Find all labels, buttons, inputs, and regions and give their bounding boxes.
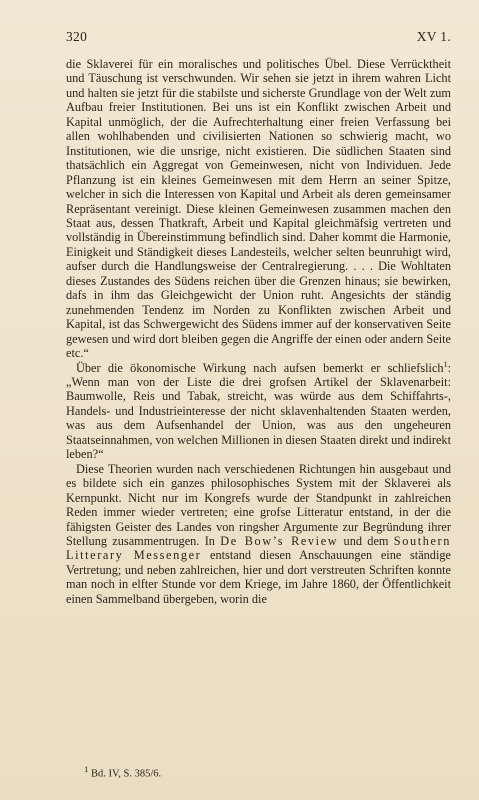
body-text [66, 57, 451, 606]
page-number: 320 [66, 29, 88, 44]
journal-title-de-bows-review: De Bow’s Review [220, 533, 339, 548]
footnote-marker: 1 [84, 764, 89, 774]
chapter-marker: XV 1. [416, 29, 451, 44]
footnote-reference: 1 [443, 359, 448, 369]
journal-title-southern-litterary-messenger: Southern Litterary Messenger [66, 533, 451, 563]
footnote-text: Bd. IV, S. 385/6. [91, 768, 162, 780]
paragraph-2 [66, 361, 451, 462]
footnote-divider [66, 748, 136, 749]
paragraph-1: die Sklaverei für ein moralisches und politisches Übel. Diese Verrücktheit und Täuschung ist verschwunden. Wir sehen sie jetzt in ihrem wahren Licht und halten sie jetzt für die stabilste und sicherste Grundlage von der Welt zum Aufbau freier Institutionen. Bei uns ist ein Konflikt zwischen Arbeit und Kapital unmöglich, der die Aufrechterhaltung einer freien Verfassung bei allen wohlhabenden und civilisierten Nationen so schwierig macht, wo Institutionen, wie die unsrige, nicht existieren. Die südlichen Staaten sind thatsächlich ein Aggregat von Gemeinwesen, nicht von Individuen. Jede Pflanzung ist ein kleines Gemeinwesen mit dem Herrn an seiner Spitze, welcher in sich die Interessen von Kapital und Arbeit als deren gemeinsamer Repräsentant vereinigt. Diese kleinen Gemeinwesen zusammen machen den Staat aus, dessen Thatkraft, Arbeit und Kapital gleichmäfsig vertreten und vollständig in Übereinstimmung befindlich sind. Daher kommt die Harmonie, Einigkeit und Ständigkeit dieses Landesteils, welcher selten beunruhigt wird, aufser durch die Handlungsweise der Centralregierung. . . . Die Wohltaten dieses Zustandes des Südens reichen über die Grenzen hinaus; sie bewirken, dafs in ihm das Gleichgewicht der Union ruht. Angesichts der ständig zunehmenden Tendenz im Norden zu Konflikten zwischen Arbeit und Kapital, ist das Schwergewicht des Südens immer auf der konservativen Seite gewesen und wird dort bleiben gegen die Angriffe der einen oder andern Seite etc.“ [66, 57, 451, 361]
footnote-line [66, 764, 451, 780]
paragraph-3-text-before: Diese Theorien wurden nach verschiedenen Richtungen hin ausgebaut und es bildete sich ein ganzes philosophisches System mit der Sklaverei als Kernpunkt. Nicht nur im Kongrefs wurde der Standpunkt in zahlreichen Reden immer wieder vertreten; eine grofse Litteratur entstand, in der die fähigsten Geister des Landes von ringsher Argumente zur Begründung ihrer Stellung zusammentrugen. In [66, 461, 451, 548]
footnote [66, 764, 451, 780]
running-header [66, 29, 451, 45]
paragraph-2-text-after: : „Wenn man von der Liste die drei grofsen Artikel der Sklavenarbeit: Baumwolle, Reis und Tabak, streicht, was würde aus dem Schiffahrts-, Handels- und Industrieinteresse der nicht sklavenhaltenden Staaten werden, was aus dem Aufsenhandel der Union, was aus den ungeheuren Staatseinnahmen, von welchen Millionen in diesen Staaten direkt und indirekt leben?“ [66, 360, 451, 462]
paragraph-2-text-before: Über die ökonomische Wirkung nach aufsen bemerkt er schliefslich [76, 360, 444, 375]
paragraph-3-text-after: entstand diesen Anschauungen eine ständige Vertretung; und neben zahlreichen, hier und dort verstreuten Schriften konnte man noch in elfter Stunde vor dem Kriege, im Jahre 1860, der Öffentlichkeit einen Sammelband übergeben, worin die [66, 548, 451, 606]
paragraph-3-text-mid: und dem [338, 533, 394, 548]
paragraph-3 [66, 462, 451, 607]
